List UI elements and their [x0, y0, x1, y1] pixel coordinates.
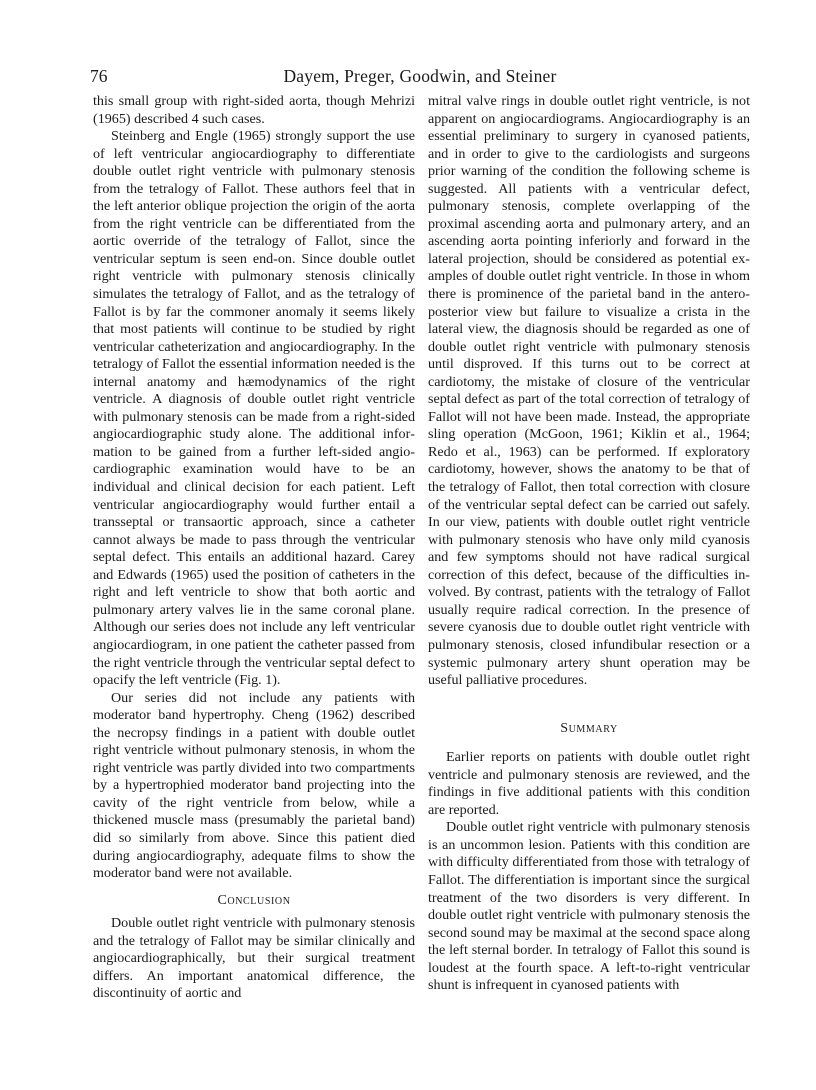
left-column	[93, 93, 415, 1003]
body-paragraph: this small group with right-sided aorta, though Mehrizi (1965) described 4 such cases.	[93, 93, 415, 127]
running-title: Dayem, Preger, Goodwin, and Steiner	[283, 66, 557, 86]
page-header	[90, 64, 750, 88]
body-paragraph: Our series did not include any patients with moderator band hypertrophy. Cheng (1962) described the necropsy findings in a patient with double outlet right ventricle without pulmonary stenosis, in whom the right ventricle was partly divided into two compartments by a hypertrophied moderator band projecting into the cavity of the right ventricle from below, while a thickened muscle mass (presumably the parietal band) did so similarly from above. Since this patient died during angiocardiography, adequate films to show the moderator band were not available.	[93, 689, 415, 882]
section-heading-summary: Summary	[560, 720, 618, 736]
summary-paragraph: Earlier reports on patients with double outlet right ventricle and pulmonary stenosis are reviewed, and the findings in five additional patients with this condition are reported.	[428, 749, 750, 818]
right-column	[428, 93, 750, 995]
body-paragraph: Steinberg and Engle (1965) strongly support the use of left ventricular angiocardiography to differentiate double outlet right ventricle with pulmonary stenosis from the tetralogy of Fallot. These authors feel that in the left anterior oblique projection the origin of the aorta from the right ventricle can be differentiated from the aortic override of the tetralogy of Fallot, since the ventricular septum is seen end-on. Since double outlet right ventricle with pulmonary stenosis clinically simulates the tetralogy of Fallot, and as the tetralogy of Fallot is by far the commoner anomaly it seems likely that most patients will continue to be studied by right ventricular catheterization and angiocardiography. In the tetralogy of Fallot the essential information needed is the internal anatomy and hæmodynamics of the right ventricle. A diagnosis of double outlet right ventricle with pulmonary stenosis can be made from a right-sided angiocardiographic study alone. The additional information to be gained from a further left-sided angiocardiographic examination would have to be an individual and clinical decision for each patient. Left ventricular angiocardiography would further entail a transseptal or transaortic approach, since a catheter cannot always be made to pass through the ventricular septal defect. This entails an additional hazard. Carey and Edwards (1965) used the position of catheters in the right and left ventricle to show that both aortic and pulmonary artery valves lie in the same coronal plane. Although our series does not include any left ventricular angiocardiogram, in one patient the catheter passed from the right ventricle through the ventricular septal defect to opacify the left ventricle (Fig. 1).	[93, 128, 415, 689]
body-paragraph: mitral valve rings in double outlet right ventricle, is not apparent on angiocardiograms. Angiocardiography is an essential preliminary to surgery in cyanosed patients, and in order to give to the cardiologists and surgeons prior warning of the condition the following scheme is suggested. All patients with a ventricular defect, pulmonary stenosis, complete overlapping of the proximal ascending aorta and pulmonary artery, and an ascending aorta pointing inferiorly and forward in the lateral projection, should be considered as potential examples of double outlet right ventricle. In those in whom there is prominence of the parietal band in the antero-posterior view but failure to visualize a crista in the lateral view, the diagnosis should be regarded as one of double outlet right ventricle with pulmonary stenosis until disproved. If this turns out to be correct at cardiotomy, the mistake of closure of the ventricular septal defect as part of the total correction of tetralogy of Fallot will not have been made. Instead, the appropriate sling operation (McGoon, 1961; Kiklin et al., 1964; Redo et al., 1963) can be performed. If exploratory cardiotomy, however, shows the anatomy to be that of the tetralogy of Fallot, then total correction with closure of the ventricular septal defect can be carried out safely. In our view, patients with double outlet right ventricle with pulmonary stenosis who have only mild cyanosis and few symptoms should not have radical surgical correction of this defect, because of the difficulties involved. By contrast, patients with the tetralogy of Fallot usually require radical correction. In the presence of severe cyanosis due to double outlet right ventricle with pulmonary stenosis, closed infundibular resection or a systemic pulmonary artery shunt operation may be useful palliative procedures.	[428, 93, 750, 689]
summary-paragraph: Double outlet right ventricle with pulmonary stenosis is an uncommon lesion. Patients with this condition are with difficulty differentiated from those with tetralogy of Fallot. The differentiation is important since the surgical treatment of the two disorders is very different. In double outlet right ventricle with pulmonary stenosis the second sound may be maximal at the second space along the left sternal border. In tetralogy of Fallot this sound is loudest at the fourth space. A left-to-right ventricular shunt is infrequent in cyanosed patients with	[428, 819, 750, 994]
conclusion-paragraph: Double outlet right ventricle with pulmonary stenosis and the tetralogy of Fallot may be similar clinically and angiocardiographically, but their surgical treatment differs. An important anatomical difference, the discontinuity of aortic and	[93, 915, 415, 1002]
section-heading-conclusion: Conclusion	[217, 892, 291, 908]
page-number: 76	[90, 66, 108, 86]
